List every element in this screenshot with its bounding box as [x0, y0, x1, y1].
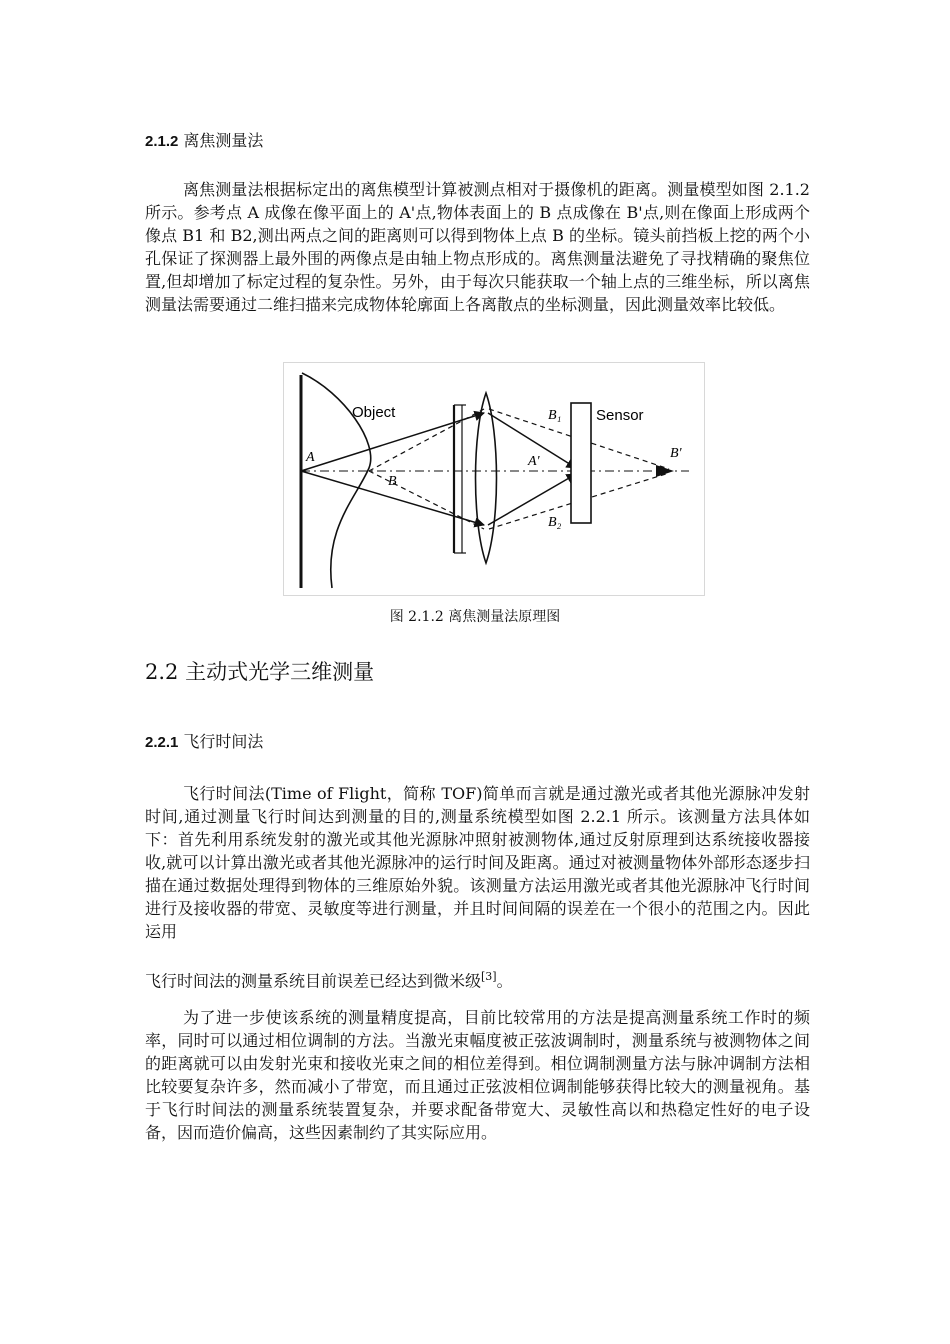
section-number: 2.2.1 [145, 734, 179, 751]
section-number: 2.1.2 [145, 133, 179, 150]
citation: [3] [481, 970, 497, 983]
section-title: 飞行时间法 [183, 732, 264, 751]
paragraph-phase-modulation: 为了进一步使该系统的测量精度提高，目前比较常用的方法是提高测量系统工作时的频率，同时可以通过相位调制的方法。当激光束幅度被正弦波调制时，测量系统与被测物体之间的距离就可以由发射光束和接收光束之间的相位差得到。相位调制测量方法与脉冲调制方法相比较要复杂许多，然而减小了带宽，而且通过正弦波相位调制能够获得比较大的测量视角。基于飞行时间法的测量系统装置复杂，并要求配备带宽大、灵敏性高以和热稳定性好的电子设备，因而造价偏高，这些因素制约了其实际应用。 [145, 1008, 810, 1142]
label-a: A [306, 450, 315, 465]
paragraph-tof-tail: 飞行时间法的测量系统目前误差已经达到微米级[3]。 [145, 970, 513, 991]
label-b-prime: B' [670, 446, 682, 461]
label-b1: B₁ [548, 408, 562, 423]
figure-defocus-diagram [283, 362, 705, 596]
paragraph-defocus: 离焦测量法根据标定出的离焦模型计算被测点相对于摄像机的距离。测量模型如图 2.1.2 所示。参考点 A 成像在像平面上的 A'点,物体表面上的 B 点成像在 B'点,则在像面上形成两个像点 B1 和 B2,测出两点之间的距离则可以得到物体上点 B 的坐标。镜头前挡板上挖的两个小孔保证了探测器上最外围的两像点是由轴上物点形成的。离焦测量法避免了寻找精确的聚焦位置,但却增加了标定过程的复杂性。另外，由于每次只能获取一个轴上点的三维坐标，所以离焦测量法需要通过二维扫描来完成物体轮廓面上各离散点的坐标测量，因此测量效率比较低。 [145, 180, 810, 314]
b-prime-point [656, 465, 674, 477]
sensor-rect [571, 403, 591, 523]
section-title: 离焦测量法 [183, 131, 264, 150]
lens [476, 393, 497, 563]
heading-2-2: 2.2 主动式光学三维测量 [145, 660, 375, 684]
label-b2: B₂ [548, 515, 562, 530]
heading-2-1-2 [145, 128, 263, 151]
heading-2-2-1 [145, 729, 263, 752]
label-object: Object [352, 404, 396, 421]
tof-tail-text: 飞行时间法的测量系统目前误差已经达到微米级 [145, 971, 482, 991]
label-b: B [388, 474, 397, 489]
ray-upper [301, 413, 484, 471]
figure-caption: 图 2.1.2 离焦测量法原理图 [389, 609, 561, 625]
label-sensor: Sensor [596, 407, 644, 424]
label-a-prime: A' [528, 454, 540, 469]
paragraph-tof: 飞行时间法(Time of Flight，简称 TOF)简单而言就是通过激光或者其他光源脉冲发射时间,通过测量飞行时间达到测量的目的,测量系统模型如图 2.2.1 所示。该测量方法具体如下：首先利用系统发射的激光或其他光源脉冲照射被测物体,通过反射原理到达系统接收器接收,就可以计算出激光或者其他光源脉冲的运行时间及距离。通过对被测量物体外部形态逐步扫描在通过数据处理得到物体的三维原始外貌。该测量方法运用激光或者其他光源脉冲飞行时间进行及接收器的带宽、灵敏度等进行测量，并且时间间隔的误差在一个很小的范围之内。因此运用 [145, 784, 810, 941]
defocus-diagram [284, 363, 704, 595]
